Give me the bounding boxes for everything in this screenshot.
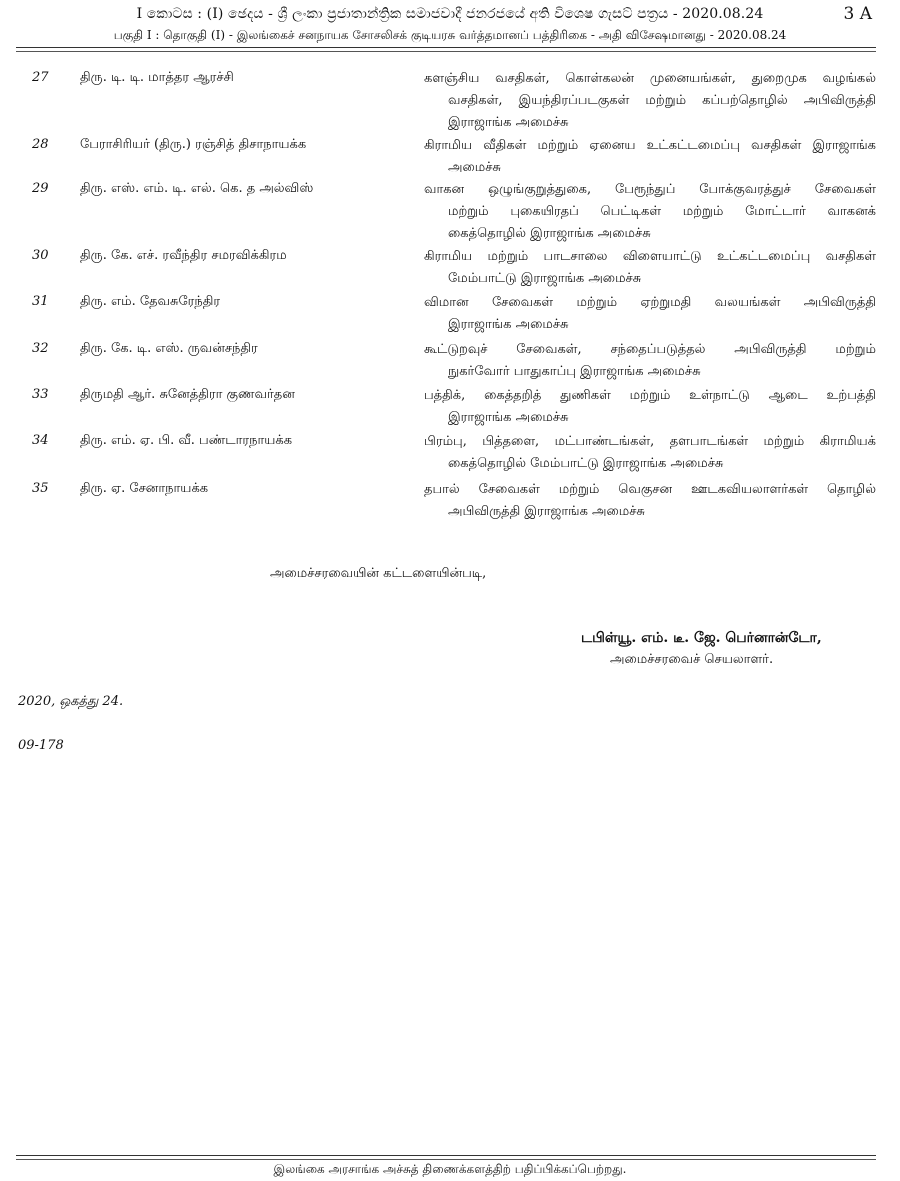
ministry-line: கைத்தொழில் மேம்பாட்டு இராஜாங்க அமைச்சு (448, 456, 724, 471)
header-rule (16, 47, 876, 48)
header-tamil-title: பகுதி I : தொகுதி (I) - இலங்கைச் சனநாயக சோசலிசக் குடியரசு வர்த்தமானப் பத்திரிகை - அதி விசேஷமானது - 2020.08.24 (113, 28, 787, 42)
entry-number: 29 (32, 181, 49, 196)
ministry-line: கூட்டுறவுச் சேவைகள், சந்தைப்படுத்தல் அபிவிருத்தி மற்றும் (424, 342, 876, 357)
entry-name: திரு. எஸ். எம். டி. எல். கெ. த அல்விஸ் (80, 181, 314, 196)
ministry-line: பத்திக், கைத்தறித் துணிகள் மற்றும் உள்நாட்டு ஆடை உற்பத்தி (424, 388, 876, 403)
signer-name: டபிள்யூ. எம். டீ. ஜே. பெர்னான்டோ, (581, 630, 822, 646)
header-sinhala-title: I කොටස : (I) ඡෙදය - ශ්‍රී ලංකා ප්‍රජාතාන්ත්‍රික සමාජවාදී ජනරජයේ අති විශෙෂ ගැසට් පත්‍රය - 2020.08.24 (136, 6, 764, 22)
entry-name: திரு. கே. எச். ரவீந்திர சமரவிக்கிரம (80, 248, 287, 263)
entry-number: 31 (32, 294, 49, 309)
ministry-line: இராஜாங்க அமைச்சு (448, 410, 569, 425)
ministry-line: வாகன ஒழுங்குறுத்துகை, பேரூந்துப் போக்குவரத்துச் சேவைகள் (424, 182, 876, 197)
header-rule-thin (16, 51, 876, 52)
page-number: 3 A (843, 4, 872, 24)
ministry-line: மேம்பாட்டு இராஜாங்க அமைச்சு (448, 271, 642, 286)
entry-ministry (424, 481, 876, 525)
ministry-line: பிரம்பு, பித்தளை, மட்பாண்டங்கள், தளபாடங்கள் மற்றும் கிராமியக் (424, 434, 876, 449)
ministry-line: மற்றும் புகையிரதப் பெட்டிகள் மற்றும் மோட்டார் வாகனக் (448, 204, 876, 219)
ministry-line: அமைச்சு (448, 160, 501, 175)
printer-footer: இலங்கை அரசாங்க அச்சுத் திணைக்களத்திற் பதிப்பிக்கப்பெற்றது. (273, 1162, 627, 1176)
footer-rule (16, 1155, 876, 1156)
entry-name: திரு. ஏ. சேனாநாயக்க (80, 481, 209, 496)
entry-number: 28 (32, 137, 49, 152)
entry-name: திரு. கே. டி. எஸ். ருவன்சந்திர (80, 341, 258, 356)
ministry-line: வசதிகள், இயந்திரப்படகுகள் மற்றும் கப்பற்தொழில் அபிவிருத்தி (448, 93, 876, 108)
entry-name: பேராசிரியர் (திரு.) ரஞ்சித் திசாநாயக்க (80, 137, 307, 152)
ministry-line: நுகர்வோர் பாதுகாப்பு இராஜாங்க அமைச்சு (448, 364, 701, 379)
entry-name: திரு. டி. டி. மாத்தர ஆரச்சி (80, 70, 234, 85)
entry-number: 27 (32, 70, 49, 85)
ministry-line: தபால் சேவைகள் மற்றும் வெகுசன ஊடகவியலாளர்கள் தொழில் (424, 482, 876, 497)
entry-number: 34 (32, 433, 49, 448)
entry-number: 32 (32, 341, 49, 356)
entry-ministry (424, 387, 876, 431)
ministry-line: அபிவிருத்தி இராஜாங்க அமைச்சு (448, 504, 645, 519)
signer-title: அமைச்சரவைச் செயலாளர். (610, 652, 774, 667)
ministry-line: விமான சேவைகள் மற்றும் ஏற்றுமதி வலயங்கள் அபிவிருத்தி (424, 295, 876, 310)
entry-ministry (424, 137, 876, 181)
reference-number: 09-178 (18, 738, 64, 753)
entry-name: திரு. எம். தேவசுரேந்திர (80, 294, 221, 309)
entry-ministry (424, 181, 876, 247)
entry-ministry (424, 248, 876, 292)
entry-ministry (424, 294, 876, 338)
ministry-line: கைத்தொழில் இராஜாங்க அமைச்சு (448, 226, 651, 241)
entry-name: திருமதி ஆர். சுனேத்திரா குணவர்தன (80, 387, 295, 402)
issue-date: 2020, ஒகத்து 24. (18, 694, 124, 709)
ministry-line: களஞ்சிய வசதிகள், கொள்கலன் முனையங்கள், துறைமுக வழங்கல் (424, 71, 876, 86)
ministry-line: கிராமிய வீதிகள் மற்றும் ஏனைய உட்கட்டமைப்பு வசதிகள் இராஜாங்க (424, 138, 876, 153)
entry-ministry (424, 433, 876, 477)
entry-number: 35 (32, 481, 49, 496)
entry-number: 33 (32, 387, 49, 402)
entry-ministry (424, 341, 876, 385)
entry-number: 30 (32, 248, 49, 263)
footer-rule-thin (16, 1159, 876, 1160)
ministry-line: இராஜாங்க அமைச்சு (448, 317, 569, 332)
entry-ministry (424, 70, 876, 136)
entry-name: திரு. எம். ஏ. பி. வீ. பண்டாரநாயக்க (80, 433, 293, 448)
order-text: அமைச்சரவையின் கட்டளையின்படி, (270, 566, 487, 581)
ministry-line: இராஜாங்க அமைச்சு (448, 115, 569, 130)
ministry-line: கிராமிய மற்றும் பாடசாலை விளையாட்டு உட்கட்டமைப்பு வசதிகள் (424, 249, 876, 264)
